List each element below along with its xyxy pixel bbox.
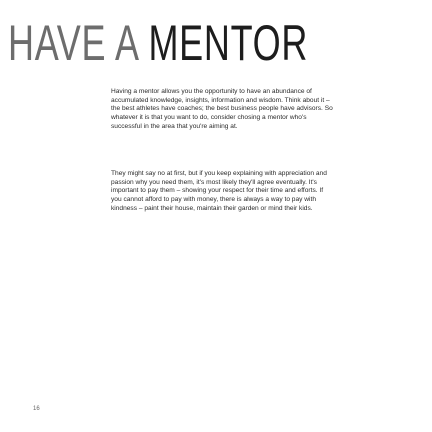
body-paragraph-1: Having a mentor allows you the opportunity to have an abundance of accumulated knowledge, insights, information and wisdom. Think about it – the best athletes have coaches; the best business people have advisors. So whatever it is that you want to do, consider chosing a mentor who's successful in the area that you're aiming at. <box>111 88 333 130</box>
page-header <box>8 14 338 74</box>
body-paragraph-2: They might say no at first, but if you keep explaining with appreciation and passion why you need them, it's most likely they'll agree eventually. It's important to pay them – showing your respect for their time and efforts. If you cannot afford to pay with money, there is always a way to pay with kindness – paint their house, maintain their garden or mind their kids. <box>111 170 327 212</box>
page-title <box>8 14 308 72</box>
title-word-a: A <box>114 15 149 71</box>
title-word-have: HAVE <box>8 15 115 71</box>
page-number: 16 <box>33 406 40 412</box>
title-word-mentor: MENTOR <box>148 15 309 71</box>
